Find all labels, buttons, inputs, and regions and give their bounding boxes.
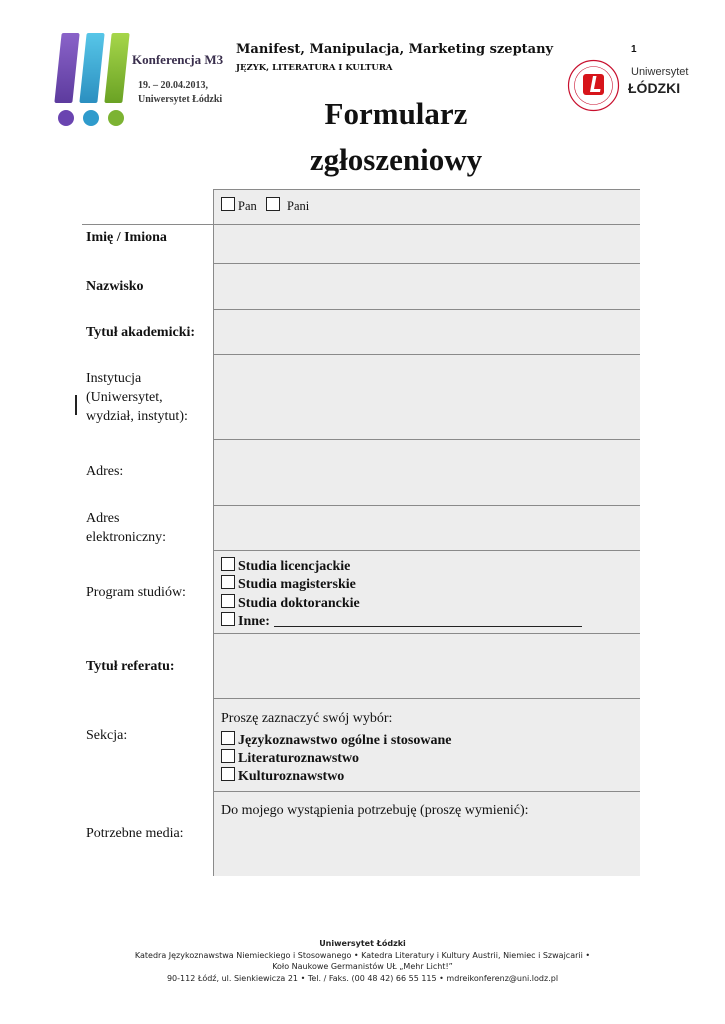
- program-option-magisterskie[interactable]: Studia magisterskie: [221, 575, 356, 594]
- form-column-divider: [213, 189, 214, 876]
- row-divider: [213, 698, 640, 699]
- label-institution-3: wydział, instytut):: [86, 409, 188, 424]
- exclamation-bar-blue: [79, 33, 104, 103]
- header-title: Manifest, Manipulacja, Marketing szeptany: [236, 42, 554, 57]
- section-option-jezykoznawstwo[interactable]: Językoznawstwo ogólne i stosowane: [221, 731, 452, 750]
- conference-dates: 19. – 20.04.2013,: [138, 80, 208, 91]
- label-email-2: elektroniczny:: [86, 530, 167, 545]
- row-divider: [213, 633, 640, 634]
- section-option-kulturoznawstwo[interactable]: Kulturoznawstwo: [221, 767, 344, 786]
- conference-place: Uniwersytet Łódzki: [138, 94, 223, 105]
- label-first-name: Imię / Imiona: [86, 230, 167, 245]
- row-divider: [213, 309, 640, 310]
- row-divider: [213, 439, 640, 440]
- checkbox-kulturoznawstwo[interactable]: [221, 767, 235, 781]
- media-prompt: Do mojego wystąpienia potrzebuję (proszę wymienić):: [221, 803, 529, 818]
- checkbox-doktoranckie[interactable]: [221, 594, 235, 608]
- university-name-line2: ŁÓDZKI: [628, 80, 681, 96]
- checkbox-licencjackie[interactable]: [221, 557, 235, 571]
- label-academic-title: Tytuł akademicki:: [86, 325, 196, 340]
- checkbox-magisterskie[interactable]: [221, 575, 235, 589]
- checkbox-literaturoznawstwo[interactable]: [221, 749, 235, 763]
- footer-club: Koło Naukowe Germanistów UŁ „Mehr Licht!”: [272, 962, 453, 971]
- label-paper-title: Tytuł referatu:: [86, 659, 175, 674]
- salutation-pan[interactable]: Pan: [221, 197, 257, 214]
- label-section: Sekcja:: [86, 728, 128, 743]
- program-option-licencjackie[interactable]: Studia licencjackie: [221, 557, 350, 576]
- footer-contact: 90-112 Łódź, ul. Sienkiewicza 21 • Tel. / Faks. (00 48 42) 66 55 115 • mdreikonferenz@uni.lodz.pl: [166, 974, 559, 983]
- row-divider: [213, 354, 640, 355]
- row-divider: [213, 505, 640, 506]
- exclamation-dot-purple: [58, 110, 74, 126]
- checkbox-jezykoznawstwo[interactable]: [221, 731, 235, 745]
- label-media: Potrzebne media:: [86, 826, 184, 841]
- document-title-line2: zgłoszeniowy: [309, 142, 483, 177]
- label-institution-1: Instytucja: [86, 371, 142, 386]
- row-divider: [82, 224, 640, 225]
- exclamation-bar-green: [104, 33, 129, 103]
- exclamation-bar-purple: [54, 33, 79, 103]
- checkbox-inne[interactable]: [221, 612, 235, 626]
- exclamation-dot-blue: [83, 110, 99, 126]
- section-prompt: Proszę zaznaczyć swój wybór:: [221, 711, 393, 726]
- exclamation-dot-green: [108, 110, 124, 126]
- section-option-literaturoznawstwo[interactable]: Literaturoznawstwo: [221, 749, 359, 768]
- program-option-doktoranckie[interactable]: Studia doktoranckie: [221, 594, 360, 613]
- header-subtitle: JĘZYK, LITERATURA I KULTURA: [236, 63, 393, 73]
- row-divider: [213, 550, 640, 551]
- label-email-1: Adres: [86, 511, 120, 526]
- row-divider: [213, 189, 640, 190]
- footer-university: Uniwersytet Łódzki: [319, 939, 406, 948]
- row-divider: [213, 791, 640, 792]
- inne-text-line[interactable]: [274, 614, 582, 627]
- margin-mark: [75, 395, 77, 415]
- row-divider: [213, 263, 640, 264]
- program-option-inne[interactable]: Inne:: [221, 612, 582, 631]
- document-title-line1: Formularz: [324, 96, 468, 131]
- university-name-line1: Uniwersytet: [631, 66, 689, 78]
- footer-departments: Katedra Językoznawstwa Niemieckiego i Stosowanego • Katedra Literatury i Kultury Austrii, Niemiec i Szwajcarii •: [134, 951, 591, 960]
- checkbox-pan[interactable]: [221, 197, 235, 211]
- label-address: Adres:: [86, 464, 124, 479]
- label-program: Program studiów:: [86, 585, 186, 600]
- salutation-pani[interactable]: Pani: [266, 197, 309, 214]
- conference-name: Konferencja M3: [132, 52, 224, 67]
- page-number: 1: [631, 44, 637, 55]
- label-last-name: Nazwisko: [86, 279, 144, 294]
- label-institution-2: (Uniwersytet,: [86, 390, 163, 405]
- checkbox-pani[interactable]: [266, 197, 280, 211]
